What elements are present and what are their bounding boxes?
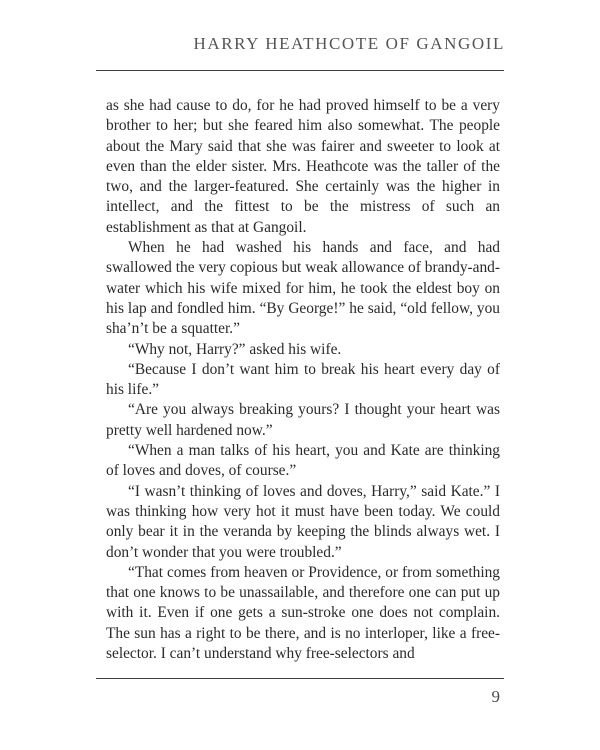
paragraph: “Because I don’t want him to break his heart every day of his life.” xyxy=(106,360,500,399)
paragraph: “Are you always breaking yours? I thought your heart was pretty well hardened now.” xyxy=(106,401,500,439)
paragraph: When he had washed his hands and face, and had swallowed the very copious but weak allowance of brandy-and-water which his wife mixed for him, he took the eldest boy on his lap and fondled him. “By George!” he said, “old fellow, you sha’n’t be a squatter.” xyxy=(106,239,500,338)
paragraph: “I wasn’t thinking of loves and doves, Harry,” said Kate.” I was thinking how very hot it must have been today. We could only bear it in the veranda by keeping the blinds always wet. I don’t wonder that you were troubled.” xyxy=(106,482,500,561)
paragraph: “Why not, Harry?” asked his wife. xyxy=(128,340,342,358)
header-rule xyxy=(96,70,504,71)
body-text xyxy=(106,96,500,664)
footer-rule xyxy=(96,678,504,679)
page-number: 9 xyxy=(491,687,500,706)
paragraph: “That comes from heaven or Providence, or from something that one knows to be unassailable, and therefore one can put up with it. Even if one gets a sun-stroke one does not complain. The sun has a right to be there, and is no interloper, like a free-selector. I can’t understand why free-selectors and xyxy=(106,563,500,663)
running-header-title: HARRY HEATHCOTE OF GANGOIL xyxy=(193,34,505,53)
paragraph: “When a man talks of his heart, you and Kate are thinking of loves and doves, of course.” xyxy=(106,442,500,480)
paragraph: as she had cause to do, for he had proved himself to be a very brother to her; but she feared him also somewhat. The people about the Mary said that she was fairer and sweeter to look at even than the elder sister. Mrs. Heathcote was the taller of the two, and the larger-featured. She certainly was the higher in intellect, and the fittest to be the mistress of such an establishment as that at Gangoil. xyxy=(106,97,500,236)
